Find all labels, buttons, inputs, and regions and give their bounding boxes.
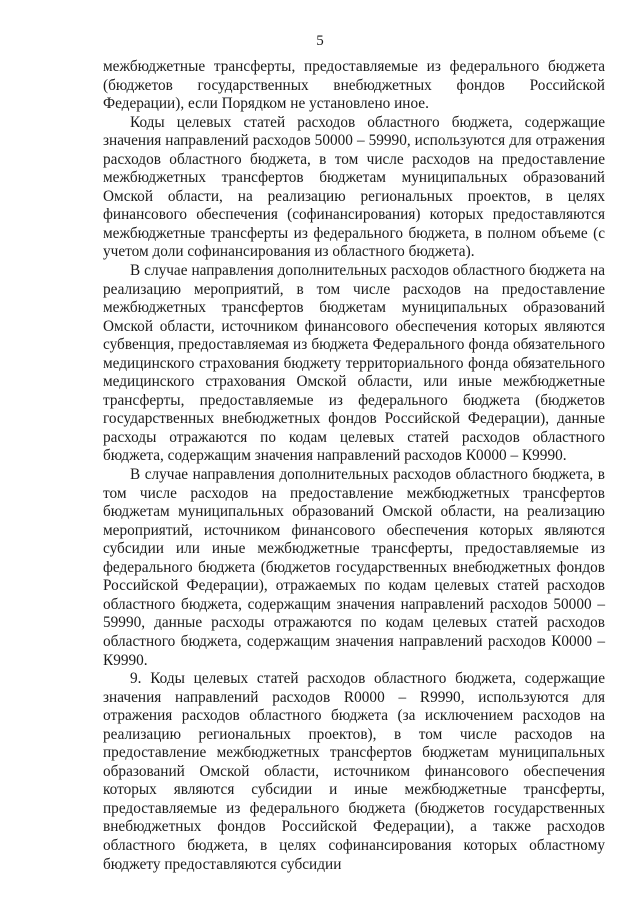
- paragraph-item-9: 9. Коды целевых статей расходов областного бюджета, содержащие значения направлений расходов R0000 – R9990, используются для отражения расходов областного бюджета (за исключением расходов на реализацию региональных проектов), в том числе расходов на предоставление межбюджетных трансфертов бюджетам муниципальных образований Омской области, источником финансового обеспечения которых являются субсидии и иные межбюджетные трансферты, предоставляемые из федерального бюджета (бюджетов государственных внебюджетных фондов Российской Федерации), а также расходов областного бюджета, в целях софинансирования которых областному бюджету предоставляются субсидии: [103, 670, 605, 873]
- paragraph-additional-expenses-k: В случае направления дополнительных расходов областного бюджета на реализацию мероприятий, в том числе расходов на предоставление межбюджетных трансфертов бюджетам муниципальных образований Омской области, источником финансового обеспечения которых являются субвенция, предоставляемая из бюджета Федерального фонда обязательного медицинского страхования бюджету территориального фонда обязательного медицинского страхования Омской области, или иные межбюджетные трансферты, предоставляемые из федерального бюджета (бюджетов государственных внебюджетных фондов Российской Федерации), данные расходы отражаются по кодам целевых статей расходов областного бюджета, содержащим значения направлений расходов К0000 – К9990.: [103, 262, 605, 465]
- page-number: 5: [316, 33, 324, 49]
- document-body: [103, 58, 605, 874]
- paragraph-codes-50000: Коды целевых статей расходов областного бюджета, содержащие значения направлений расходов 50000 – 59990, используются для отражения расходов областного бюджета, в том числе расходов на предоставление межбюджетных трансфертов бюджетам муниципальных образований Омской области, на реализацию региональных проектов, в целях финансового обеспечения (софинансирования) которых предоставляются межбюджетные трансферты из федерального бюджета, в полном объеме (с учетом доли софинансирования из областного бюджета).: [103, 113, 605, 261]
- paragraph-continuation: межбюджетные трансферты, предоставляемые из федерального бюджета (бюджетов государственных внебюджетных фондов Российской Федерации), если Порядком не установлено иное.: [103, 58, 605, 113]
- paragraph-additional-expenses-subsidies: В случае направления дополнительных расходов областного бюджета, в том числе расходов на предоставление межбюджетных трансфертов бюджетам муниципальных образований Омской области, на реализацию мероприятий, источником финансового обеспечения которых являются субсидии или иные межбюджетные трансферты, предоставляемые из федерального бюджета (бюджетов государственных внебюджетных фондов Российской Федерации), отражаемых по кодам целевых статей расходов областного бюджета, содержащим значения направлений расходов 50000 – 59990, данные расходы отражаются по кодам целевых статей расходов областного бюджета, содержащим значения направлений расходов К0000 – К9990.: [103, 466, 605, 669]
